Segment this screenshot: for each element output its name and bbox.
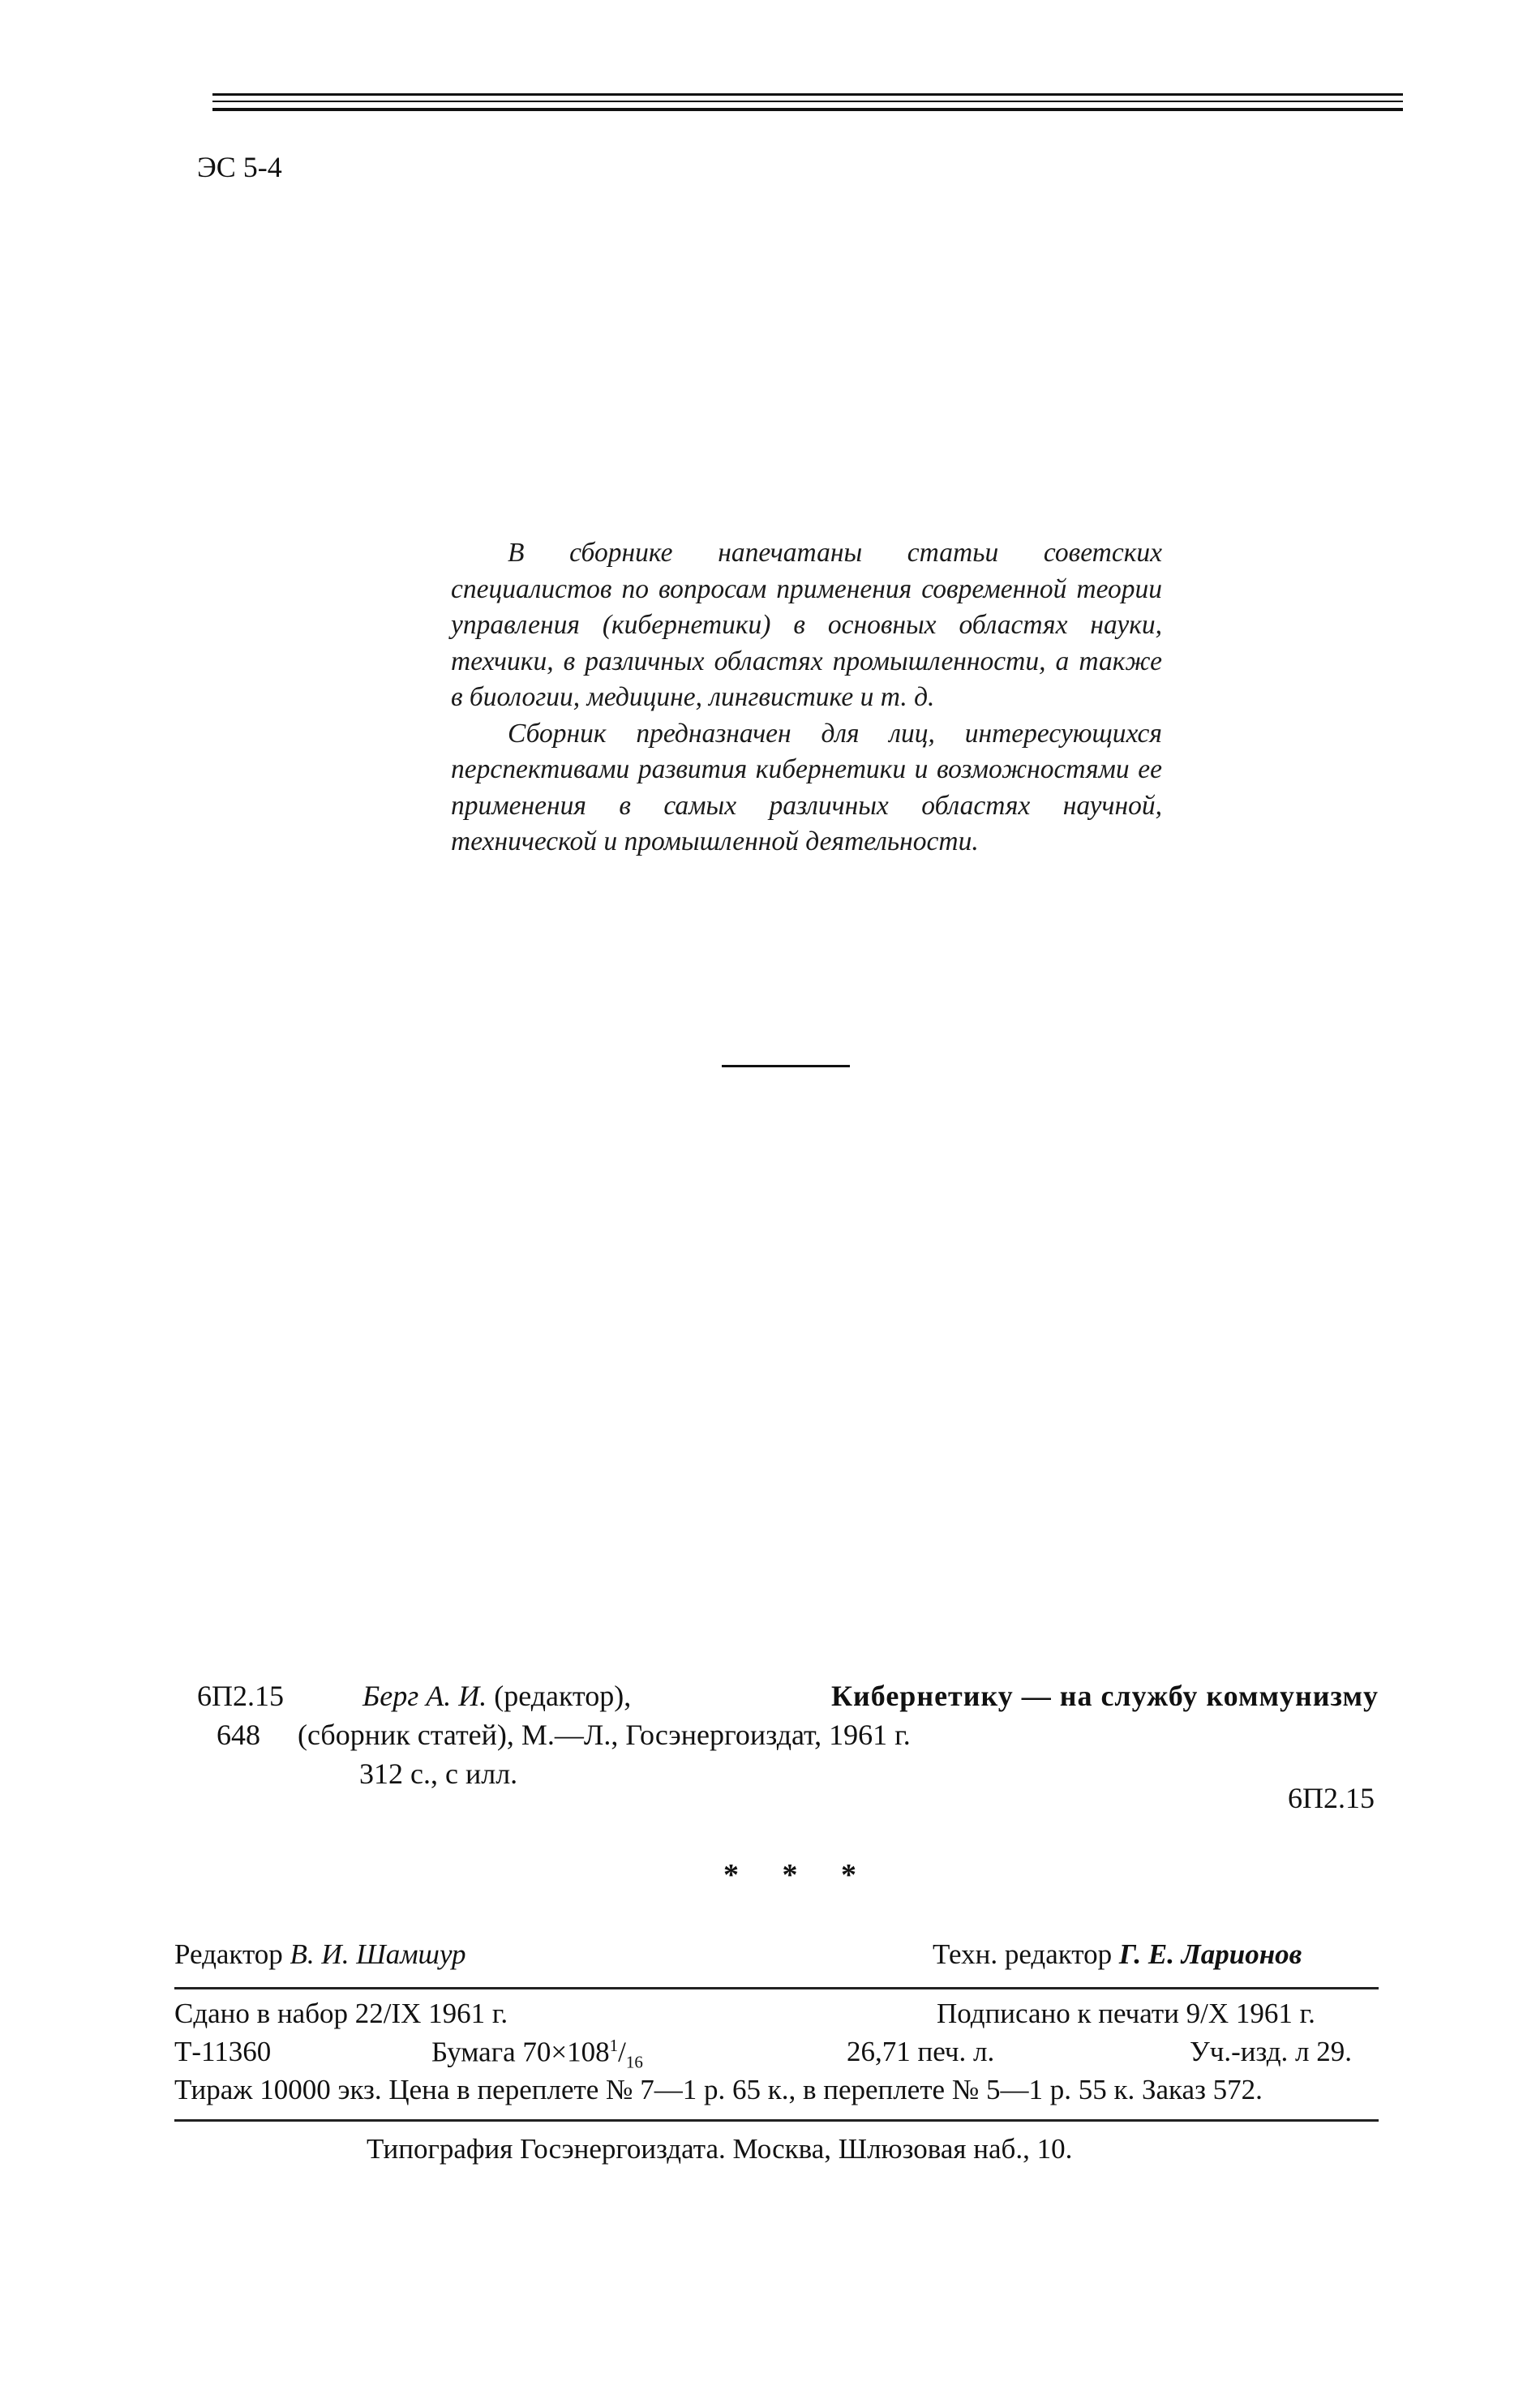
tech-editor-label: Техн. редактор	[933, 1938, 1113, 1970]
paper-info: Бумага $70\times 108^1/_{16}$	[431, 2036, 643, 2072]
bib-role: (редактор),	[494, 1680, 632, 1712]
printer-line: Типография Госэнергоиздата. Москва, Шлюзовая наб., 10.	[367, 2133, 1073, 2165]
imprint-rule-top	[174, 1987, 1379, 1989]
author-number: 648	[217, 1719, 260, 1751]
editor-name: В. И. Шамшур	[290, 1938, 466, 1970]
editor-line	[174, 1938, 466, 1971]
class-code: 6П2.15	[197, 1680, 284, 1712]
tech-editor-line	[933, 1938, 1302, 1971]
series-code: ЭС 5-4	[197, 151, 282, 183]
abstract-paragraph-1: В сборнике напечатаны статьи советских специалистов по вопросам применения современной теории управления (кибернетики) в основных областях науки, техчики, в различных областях промышленности, а также в биологии, медицине, лингвистике и т. д.	[451, 538, 1162, 712]
pub-sheets: Уч.-изд. л 29.	[1190, 2036, 1352, 2067]
circulation-line: Тираж 10000 экз. Цена в переплете № 7—1 р. 65 к., в переплете № 5—1 р. 55 к. Заказ 572.	[174, 2074, 1263, 2105]
bib-title: Кибернетику — на службу коммунизму	[830, 1680, 1379, 1712]
top-rule-middle	[212, 101, 1403, 102]
editor-label: Редактор	[174, 1938, 283, 1970]
top-rule-upper	[212, 93, 1403, 96]
top-rule-lower	[212, 108, 1403, 111]
abstract-divider	[722, 1065, 850, 1067]
abstract-paragraph-2: Сборник предназначен для лиц, интересующихся перспективами развития кибернетики и возможностями ее применения в самых различных областях научной, технической и промышленной деятельности.	[451, 718, 1162, 856]
bib-author-role	[362, 1679, 631, 1713]
paper-fraction-den: 16	[625, 2052, 643, 2072]
paper-label: Бумага	[431, 2036, 516, 2068]
class-code-right: 6П2.15	[1288, 1782, 1375, 1814]
signed-date: Подписано к печати 9/X 1961 г.	[937, 1998, 1315, 2029]
paper-fraction-num: 1	[609, 2036, 619, 2055]
tech-editor-name: Г. Е. Ларионов	[1118, 1938, 1302, 1970]
bib-line-2: (сборник статей), М.—Л., Госэнергоиздат, 1961 г.	[298, 1719, 911, 1751]
order-code: Т-11360	[174, 2036, 272, 2067]
bib-author: Берг А. И.	[362, 1680, 487, 1712]
imprint-rule-bottom	[174, 2119, 1379, 2122]
bib-line-3: 312 с., с илл.	[359, 1758, 518, 1790]
separator-stars: * * *	[723, 1858, 874, 1892]
paper-format: 70×108	[522, 2036, 610, 2068]
submitted-date: Сдано в набор 22/IX 1961 г.	[174, 1998, 508, 2029]
abstract-block	[451, 535, 1162, 861]
print-sheets: 26,71 печ. л.	[847, 2036, 995, 2067]
bib-line-1	[362, 1679, 1379, 1713]
